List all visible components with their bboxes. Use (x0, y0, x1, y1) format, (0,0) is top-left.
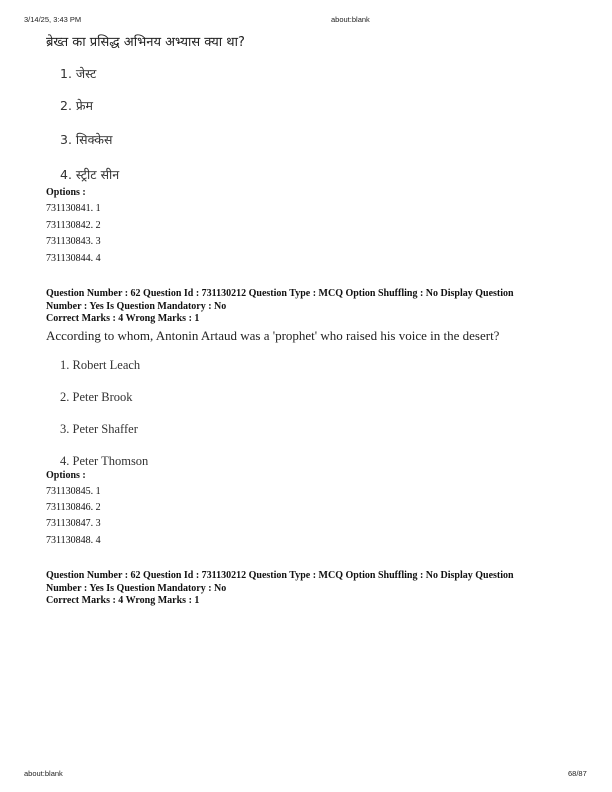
question-marks: Correct Marks : 4 Wrong Marks : 1 (46, 595, 200, 606)
question-text: ब्रेख्त का प्रसिद्ध अभिनय अभ्यास क्या था? (46, 35, 245, 50)
option-3: 3. सिक्केस (60, 132, 113, 147)
options-label: Options : (46, 470, 86, 481)
option-1: 1. जेस्ट (60, 66, 97, 81)
options-label: Options : (46, 187, 86, 198)
option-code-3: 731130847. 3 (46, 518, 101, 529)
question-meta-line-2: Number : Yes Is Question Mandatory : No (46, 582, 227, 594)
print-url-bottom: about:blank (24, 769, 63, 778)
option-code-4: 731130848. 4 (46, 535, 101, 546)
print-timestamp: 3/14/25, 3:43 PM (24, 15, 82, 24)
option-code-3: 731130843. 3 (46, 236, 101, 247)
option-2: 2. Peter Brook (60, 390, 133, 404)
option-code-2: 731130842. 2 (46, 220, 101, 231)
option-code-1: 731130845. 1 (46, 486, 101, 497)
question-meta-line-1: Question Number : 62 Question Id : 731130212 Question Type : MCQ Option Shuffling : No Display Question (46, 570, 514, 581)
option-2: 2. फ्रेम (60, 98, 94, 113)
question-meta-line-1: Question Number : 62 Question Id : 731130212 Question Type : MCQ Option Shuffling : No Display Question (46, 288, 514, 299)
question-meta (46, 570, 566, 608)
option-code-4: 731130844. 4 (46, 253, 101, 264)
question-text: According to whom, Antonin Artaud was a 'prophet' who raised his voice in the desert? (46, 328, 500, 343)
option-1: 1. Robert Leach (60, 358, 141, 372)
option-4: 4. Peter Thomson (60, 454, 149, 468)
option-3: 3. Peter Shaffer (60, 422, 138, 436)
option-4: 4. स्ट्रीट सीन (60, 167, 120, 182)
page-count: 68/87 (568, 769, 587, 778)
option-code-1: 731130841. 1 (46, 203, 101, 214)
print-url-top: about:blank (331, 15, 370, 24)
question-meta-line-2: Number : Yes Is Question Mandatory : No (46, 300, 227, 312)
question-meta (46, 288, 566, 326)
option-code-2: 731130846. 2 (46, 502, 101, 513)
question-marks: Correct Marks : 4 Wrong Marks : 1 (46, 313, 200, 324)
